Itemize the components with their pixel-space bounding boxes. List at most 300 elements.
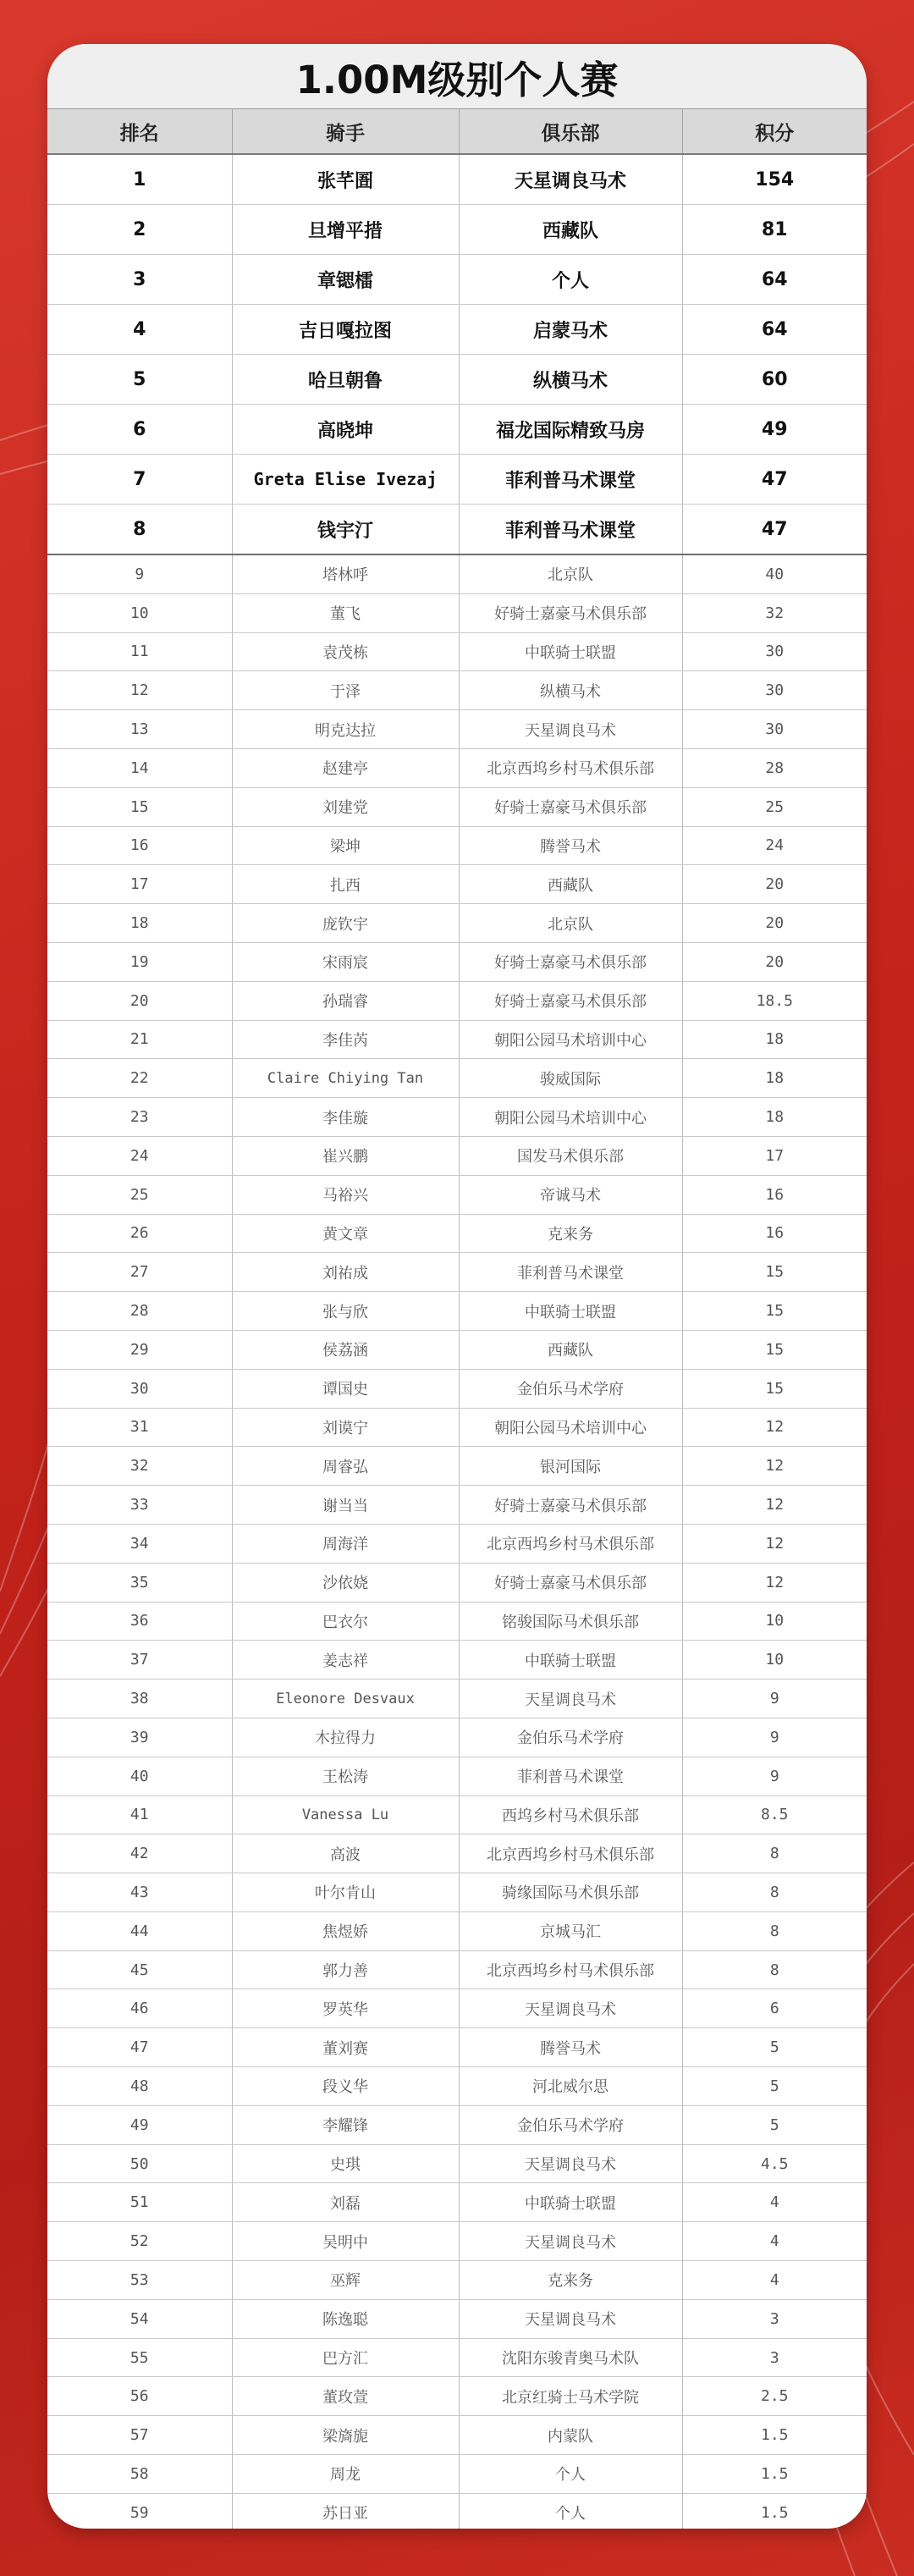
points-cell: 5	[682, 2105, 867, 2144]
table-row	[47, 1059, 867, 1098]
rank-cell: 23	[47, 1098, 232, 1137]
table-row	[47, 1524, 867, 1563]
table-row	[47, 2105, 867, 2144]
points-cell: 60	[682, 355, 867, 405]
table-row	[47, 2183, 867, 2222]
rider-cell: 周海洋	[232, 1524, 459, 1563]
table-row	[47, 1098, 867, 1137]
rank-cell: 52	[47, 2222, 232, 2261]
club-cell: 好骑士嘉豪马术俱乐部	[459, 981, 682, 1020]
rider-cell: 周睿弘	[232, 1447, 459, 1486]
rank-cell: 33	[47, 1486, 232, 1525]
points-cell: 5	[682, 2028, 867, 2067]
club-cell: 西藏队	[459, 1330, 682, 1369]
rank-cell: 2	[47, 205, 232, 255]
points-cell: 18.5	[682, 981, 867, 1020]
table-row	[47, 1020, 867, 1059]
rank-cell: 49	[47, 2105, 232, 2144]
rank-cell: 7	[47, 455, 232, 505]
rider-cell: Eleonore Desvaux	[232, 1680, 459, 1718]
club-cell: 启蒙马术	[459, 305, 682, 355]
table-row	[47, 1718, 867, 1757]
points-cell: 8.5	[682, 1795, 867, 1834]
club-cell: 腾誉马术	[459, 826, 682, 865]
points-cell: 12	[682, 1563, 867, 1602]
rider-cell: 黄文章	[232, 1214, 459, 1253]
rider-cell: 张与欣	[232, 1292, 459, 1331]
table-row	[47, 748, 867, 787]
rank-cell: 1	[47, 154, 232, 205]
club-cell: 菲利普马术课堂	[459, 1757, 682, 1795]
rank-cell: 15	[47, 787, 232, 826]
table-row	[47, 1408, 867, 1447]
points-cell: 81	[682, 205, 867, 255]
table-row	[47, 826, 867, 865]
table-row	[47, 2338, 867, 2377]
points-cell: 64	[682, 305, 867, 355]
table-row	[47, 1680, 867, 1718]
rider-cell: 旦增平措	[232, 205, 459, 255]
rank-cell: 41	[47, 1795, 232, 1834]
club-cell: 福龙国际精致马房	[459, 405, 682, 455]
table-row	[47, 1292, 867, 1331]
points-cell: 24	[682, 826, 867, 865]
points-cell: 12	[682, 1408, 867, 1447]
points-cell: 3	[682, 2299, 867, 2338]
rank-cell: 59	[47, 2493, 232, 2529]
points-cell: 18	[682, 1059, 867, 1098]
table-row	[47, 787, 867, 826]
rank-cell: 44	[47, 1911, 232, 1950]
points-cell: 4	[682, 2183, 867, 2222]
podium-row	[47, 205, 867, 255]
rider-cell: 梁坤	[232, 826, 459, 865]
club-cell: 国发马术俱乐部	[459, 1136, 682, 1175]
rider-cell: 谭国史	[232, 1369, 459, 1408]
club-cell: 朝阳公园马术培训中心	[459, 1020, 682, 1059]
points-cell: 6	[682, 1989, 867, 2028]
podium-row	[47, 154, 867, 205]
rank-cell: 30	[47, 1369, 232, 1408]
rider-cell: 赵建亭	[232, 748, 459, 787]
club-cell: 腾誉马术	[459, 2028, 682, 2067]
rank-cell: 43	[47, 1873, 232, 1912]
rider-cell: 梁旖旎	[232, 2416, 459, 2455]
points-cell: 16	[682, 1175, 867, 1214]
rider-cell: 李佳芮	[232, 1020, 459, 1059]
rider-cell: 宋雨宸	[232, 942, 459, 981]
rider-cell: 巴衣尔	[232, 1602, 459, 1641]
points-cell: 20	[682, 942, 867, 981]
rank-cell: 16	[47, 826, 232, 865]
rider-cell: 巫辉	[232, 2261, 459, 2300]
rider-cell: 李耀锋	[232, 2105, 459, 2144]
rank-cell: 24	[47, 1136, 232, 1175]
rank-cell: 55	[47, 2338, 232, 2377]
rank-cell: 14	[47, 748, 232, 787]
rank-cell: 40	[47, 1757, 232, 1795]
rider-cell: 木拉得力	[232, 1718, 459, 1757]
rank-cell: 35	[47, 1563, 232, 1602]
table-row	[47, 981, 867, 1020]
rider-cell: 巴方汇	[232, 2338, 459, 2377]
rider-cell: 崔兴鹏	[232, 1136, 459, 1175]
table-row	[47, 2067, 867, 2106]
table-row	[47, 2261, 867, 2300]
rank-cell: 27	[47, 1253, 232, 1292]
points-cell: 12	[682, 1447, 867, 1486]
rider-cell: Vanessa Lu	[232, 1795, 459, 1834]
table-row	[47, 1447, 867, 1486]
club-cell: 中联骑士联盟	[459, 1292, 682, 1331]
table-row	[47, 671, 867, 710]
rank-cell: 17	[47, 865, 232, 904]
header-club: 俱乐部	[459, 109, 682, 155]
results-table	[47, 108, 867, 2529]
rider-cell: 钱宇汀	[232, 505, 459, 555]
rider-cell: 刘谟宁	[232, 1408, 459, 1447]
rider-cell: 姜志祥	[232, 1641, 459, 1680]
table-row	[47, 1989, 867, 2028]
table-row	[47, 632, 867, 671]
rider-cell: 陈逸聪	[232, 2299, 459, 2338]
points-cell: 20	[682, 904, 867, 943]
rider-cell: 庞钦宇	[232, 904, 459, 943]
points-cell: 9	[682, 1718, 867, 1757]
club-cell: 纵横马术	[459, 671, 682, 710]
table-body	[47, 154, 867, 2529]
results-card	[47, 44, 867, 2529]
podium-row	[47, 355, 867, 405]
club-cell: 中联骑士联盟	[459, 2183, 682, 2222]
points-cell: 4	[682, 2261, 867, 2300]
points-cell: 4.5	[682, 2144, 867, 2183]
rank-cell: 57	[47, 2416, 232, 2455]
points-cell: 8	[682, 1911, 867, 1950]
club-cell: 朝阳公园马术培训中心	[459, 1098, 682, 1137]
club-cell: 北京西坞乡村马术俱乐部	[459, 1524, 682, 1563]
rider-cell: 沙依娆	[232, 1563, 459, 1602]
podium-row	[47, 255, 867, 305]
points-cell: 49	[682, 405, 867, 455]
club-cell: 天星调良马术	[459, 710, 682, 749]
rider-cell: 刘祐成	[232, 1253, 459, 1292]
club-cell: 中联骑士联盟	[459, 1641, 682, 1680]
table-row	[47, 1602, 867, 1641]
club-cell: 克来务	[459, 1214, 682, 1253]
rider-cell: 明克达拉	[232, 710, 459, 749]
rank-cell: 31	[47, 1408, 232, 1447]
club-cell: 好骑士嘉豪马术俱乐部	[459, 787, 682, 826]
rank-cell: 36	[47, 1602, 232, 1641]
points-cell: 28	[682, 748, 867, 787]
rank-cell: 47	[47, 2028, 232, 2067]
rider-cell: 于泽	[232, 671, 459, 710]
club-cell: 好骑士嘉豪马术俱乐部	[459, 1563, 682, 1602]
table-row	[47, 1795, 867, 1834]
rider-cell: 董刘赛	[232, 2028, 459, 2067]
points-cell: 30	[682, 671, 867, 710]
rank-cell: 10	[47, 593, 232, 632]
rank-cell: 48	[47, 2067, 232, 2106]
points-cell: 5	[682, 2067, 867, 2106]
rider-cell: 李佳璇	[232, 1098, 459, 1137]
points-cell: 10	[682, 1641, 867, 1680]
points-cell: 25	[682, 787, 867, 826]
club-cell: 北京西坞乡村马术俱乐部	[459, 1950, 682, 1989]
rider-cell: 王松涛	[232, 1757, 459, 1795]
rider-cell: 塔林呼	[232, 554, 459, 593]
table-row	[47, 1253, 867, 1292]
points-cell: 47	[682, 505, 867, 555]
rider-cell: Greta Elise Ivezaj	[232, 455, 459, 505]
rank-cell: 53	[47, 2261, 232, 2300]
table-row	[47, 2416, 867, 2455]
points-cell: 32	[682, 593, 867, 632]
rank-cell: 38	[47, 1680, 232, 1718]
rank-cell: 22	[47, 1059, 232, 1098]
rank-cell: 50	[47, 2144, 232, 2183]
club-cell: 菲利普马术课堂	[459, 505, 682, 555]
rank-cell: 8	[47, 505, 232, 555]
club-cell: 克来务	[459, 2261, 682, 2300]
rider-cell: 扎西	[232, 865, 459, 904]
rank-cell: 46	[47, 1989, 232, 2028]
club-cell: 河北威尔思	[459, 2067, 682, 2106]
table-row	[47, 1214, 867, 1253]
rank-cell: 37	[47, 1641, 232, 1680]
club-cell: 天星调良马术	[459, 1989, 682, 2028]
rider-cell: 哈旦朝鲁	[232, 355, 459, 405]
points-cell: 9	[682, 1757, 867, 1795]
rank-cell: 9	[47, 554, 232, 593]
table-row	[47, 1950, 867, 1989]
points-cell: 64	[682, 255, 867, 305]
club-cell: 骏威国际	[459, 1059, 682, 1098]
podium-row	[47, 505, 867, 555]
rider-cell: 苏日亚	[232, 2493, 459, 2529]
rider-cell: 谢当当	[232, 1486, 459, 1525]
table-row	[47, 2222, 867, 2261]
rider-cell: 焦煜娇	[232, 1911, 459, 1950]
podium-row	[47, 305, 867, 355]
rank-cell: 29	[47, 1330, 232, 1369]
table-row	[47, 554, 867, 593]
club-cell: 北京队	[459, 554, 682, 593]
table-row	[47, 942, 867, 981]
table-row	[47, 1486, 867, 1525]
points-cell: 30	[682, 710, 867, 749]
rank-cell: 4	[47, 305, 232, 355]
rider-cell: Claire Chiying Tan	[232, 1059, 459, 1098]
rider-cell: 吉日嘎拉图	[232, 305, 459, 355]
points-cell: 15	[682, 1330, 867, 1369]
rank-cell: 6	[47, 405, 232, 455]
rider-cell: 章锶檑	[232, 255, 459, 305]
table-row	[47, 1873, 867, 1912]
rider-cell: 周龙	[232, 2455, 459, 2494]
rank-cell: 3	[47, 255, 232, 305]
header-rider: 骑手	[232, 109, 459, 155]
rank-cell: 28	[47, 1292, 232, 1331]
table-row	[47, 1330, 867, 1369]
points-cell: 8	[682, 1950, 867, 1989]
club-cell: 个人	[459, 255, 682, 305]
club-cell: 天星调良马术	[459, 2222, 682, 2261]
rank-cell: 11	[47, 632, 232, 671]
points-cell: 4	[682, 2222, 867, 2261]
points-cell: 20	[682, 865, 867, 904]
club-cell: 好骑士嘉豪马术俱乐部	[459, 1486, 682, 1525]
rider-cell: 罗英华	[232, 1989, 459, 2028]
points-cell: 12	[682, 1486, 867, 1525]
points-cell: 30	[682, 632, 867, 671]
rank-cell: 32	[47, 1447, 232, 1486]
rider-cell: 吴明中	[232, 2222, 459, 2261]
club-cell: 好骑士嘉豪马术俱乐部	[459, 942, 682, 981]
rank-cell: 26	[47, 1214, 232, 1253]
points-cell: 1.5	[682, 2493, 867, 2529]
rank-cell: 45	[47, 1950, 232, 1989]
points-cell: 18	[682, 1020, 867, 1059]
table-row	[47, 1757, 867, 1795]
rank-cell: 51	[47, 2183, 232, 2222]
rider-cell: 董飞	[232, 593, 459, 632]
club-cell: 银河国际	[459, 1447, 682, 1486]
table-row	[47, 904, 867, 943]
club-cell: 天星调良马术	[459, 154, 682, 205]
points-cell: 1.5	[682, 2416, 867, 2455]
points-cell: 16	[682, 1214, 867, 1253]
table-row	[47, 2493, 867, 2529]
points-cell: 47	[682, 455, 867, 505]
club-cell: 北京红骑士马术学院	[459, 2377, 682, 2416]
rank-cell: 5	[47, 355, 232, 405]
points-cell: 15	[682, 1253, 867, 1292]
rider-cell: 史琪	[232, 2144, 459, 2183]
rider-cell: 孙瑞睿	[232, 981, 459, 1020]
club-cell: 金伯乐马术学府	[459, 2105, 682, 2144]
points-cell: 1.5	[682, 2455, 867, 2494]
table-header-row	[47, 109, 867, 155]
table-row	[47, 1136, 867, 1175]
table-row	[47, 710, 867, 749]
rank-cell: 54	[47, 2299, 232, 2338]
rider-cell: 高波	[232, 1834, 459, 1873]
club-cell: 北京队	[459, 904, 682, 943]
table-row	[47, 2144, 867, 2183]
rank-cell: 34	[47, 1524, 232, 1563]
table-row	[47, 1175, 867, 1214]
club-cell: 天星调良马术	[459, 1680, 682, 1718]
club-cell: 个人	[459, 2455, 682, 2494]
points-cell: 12	[682, 1524, 867, 1563]
club-cell: 内蒙队	[459, 2416, 682, 2455]
podium-row	[47, 405, 867, 455]
club-cell: 纵横马术	[459, 355, 682, 405]
table-row	[47, 2455, 867, 2494]
rank-cell: 58	[47, 2455, 232, 2494]
rank-cell: 19	[47, 942, 232, 981]
points-cell: 15	[682, 1292, 867, 1331]
rank-cell: 18	[47, 904, 232, 943]
club-cell: 中联骑士联盟	[459, 632, 682, 671]
rank-cell: 21	[47, 1020, 232, 1059]
table-row	[47, 1369, 867, 1408]
rider-cell: 董玫萱	[232, 2377, 459, 2416]
table-row	[47, 1641, 867, 1680]
club-cell: 北京西坞乡村马术俱乐部	[459, 1834, 682, 1873]
rider-cell: 叶尔肯山	[232, 1873, 459, 1912]
rider-cell: 刘磊	[232, 2183, 459, 2222]
rank-cell: 56	[47, 2377, 232, 2416]
club-cell: 西藏队	[459, 865, 682, 904]
rider-cell: 袁茂栋	[232, 632, 459, 671]
club-cell: 帝诚马术	[459, 1175, 682, 1214]
rider-cell: 刘建党	[232, 787, 459, 826]
page-title: 1.00M级别个人赛	[47, 44, 867, 108]
club-cell: 菲利普马术课堂	[459, 455, 682, 505]
points-cell: 40	[682, 554, 867, 593]
rank-cell: 12	[47, 671, 232, 710]
table-row	[47, 1563, 867, 1602]
rider-cell: 郭力善	[232, 1950, 459, 1989]
header-rank: 排名	[47, 109, 232, 155]
club-cell: 铭骏国际马术俱乐部	[459, 1602, 682, 1641]
points-cell: 17	[682, 1136, 867, 1175]
points-cell: 15	[682, 1369, 867, 1408]
table-row	[47, 2377, 867, 2416]
points-cell: 3	[682, 2338, 867, 2377]
points-cell: 10	[682, 1602, 867, 1641]
points-cell: 154	[682, 154, 867, 205]
club-cell: 金伯乐马术学府	[459, 1718, 682, 1757]
club-cell: 骑缘国际马术俱乐部	[459, 1873, 682, 1912]
table-row	[47, 1911, 867, 1950]
club-cell: 天星调良马术	[459, 2144, 682, 2183]
club-cell: 西藏队	[459, 205, 682, 255]
points-cell: 2.5	[682, 2377, 867, 2416]
club-cell: 天星调良马术	[459, 2299, 682, 2338]
club-cell: 好骑士嘉豪马术俱乐部	[459, 593, 682, 632]
rank-cell: 20	[47, 981, 232, 1020]
rider-cell: 张芊圄	[232, 154, 459, 205]
club-cell: 北京西坞乡村马术俱乐部	[459, 748, 682, 787]
club-cell: 菲利普马术课堂	[459, 1253, 682, 1292]
table-row	[47, 865, 867, 904]
club-cell: 个人	[459, 2493, 682, 2529]
rider-cell: 高晓坤	[232, 405, 459, 455]
rank-cell: 13	[47, 710, 232, 749]
table-row	[47, 593, 867, 632]
club-cell: 沈阳东骏青奥马术队	[459, 2338, 682, 2377]
rank-cell: 39	[47, 1718, 232, 1757]
rank-cell: 25	[47, 1175, 232, 1214]
points-cell: 9	[682, 1680, 867, 1718]
club-cell: 京城马汇	[459, 1911, 682, 1950]
rider-cell: 侯荔涵	[232, 1330, 459, 1369]
header-points: 积分	[682, 109, 867, 155]
rank-cell: 42	[47, 1834, 232, 1873]
table-row	[47, 1834, 867, 1873]
points-cell: 8	[682, 1834, 867, 1873]
rider-cell: 段义华	[232, 2067, 459, 2106]
club-cell: 西坞乡村马术俱乐部	[459, 1795, 682, 1834]
table-row	[47, 2028, 867, 2067]
club-cell: 金伯乐马术学府	[459, 1369, 682, 1408]
points-cell: 18	[682, 1098, 867, 1137]
club-cell: 朝阳公园马术培训中心	[459, 1408, 682, 1447]
